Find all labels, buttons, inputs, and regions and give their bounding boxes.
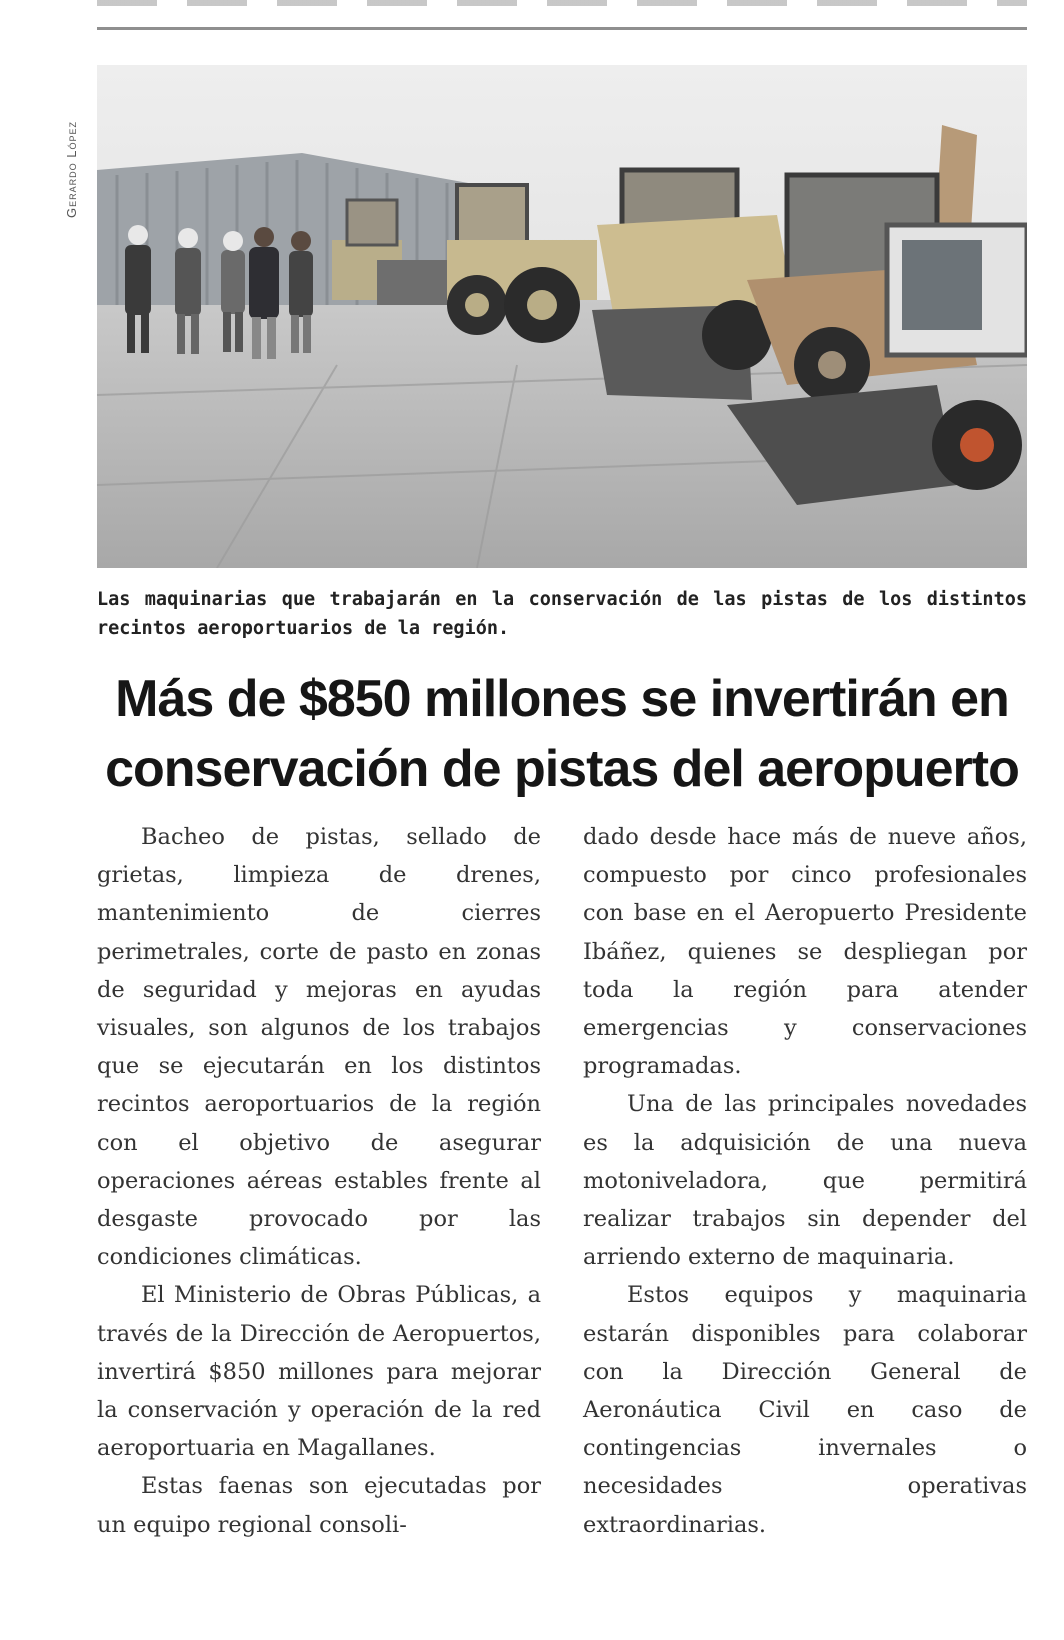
photo-credit	[64, 70, 90, 220]
headline	[97, 664, 1027, 804]
article-photo	[97, 65, 1027, 568]
headline-line-2: conservación de pistas del aeropuerto	[105, 740, 1019, 798]
machinery-photo-illustration	[97, 65, 1027, 568]
paragraph: Bacheo de pistas, sellado de grietas, limpieza de drenes, mantenimiento de cierres perimetrales, corte de pasto en zonas de seguridad y mejoras en ayudas visuales, son algunos de los trabajos que se ejecutarán en los distintos recintos aeroportuarios de la región con el objetivo de asegurar operaciones aéreas estables frente al desgaste provocado por las condiciones climáticas.	[97, 824, 541, 1271]
headline-line-1: Más de $850 millones se invertirán en	[115, 670, 1009, 728]
article-column-left	[97, 818, 541, 1544]
photo-credit-text: Gerardo López	[64, 121, 79, 218]
article-column-right	[583, 818, 1027, 1544]
paragraph: Estas faenas son ejecutadas por un equipo regional consoli-	[97, 1473, 541, 1538]
top-cut-off-text	[97, 0, 1027, 6]
paragraph-continued: dado desde hace más de nueve años, compuesto por cinco profesionales con base en el Aeropuerto Presidente Ibáñez, quienes se despliegan por toda la región para atender emergencias y conservaciones programadas.	[583, 824, 1027, 1080]
photo-caption: Las maquinarias que trabajarán en la conservación de las pistas de los distintos recintos aeroportuarios de la región.	[97, 589, 1027, 639]
paragraph: Una de las principales novedades es la adquisición de una nueva motoniveladora, que permitirá realizar trabajos sin depender del arriendo externo de maquinaria.	[583, 1091, 1027, 1271]
top-rule	[97, 27, 1027, 30]
paragraph: El Ministerio de Obras Públicas, a través de la Dirección de Aeropuertos, invertirá $850 millones para mejorar la conservación y operación de la red aeroportuaria en Magallanes.	[97, 1282, 541, 1462]
paragraph: Estos equipos y maquinaria estarán disponibles para colaborar con la Dirección General de Aeronáutica Civil en caso de contingencias invernales o necesidades operativas extraordinarias.	[583, 1282, 1027, 1538]
